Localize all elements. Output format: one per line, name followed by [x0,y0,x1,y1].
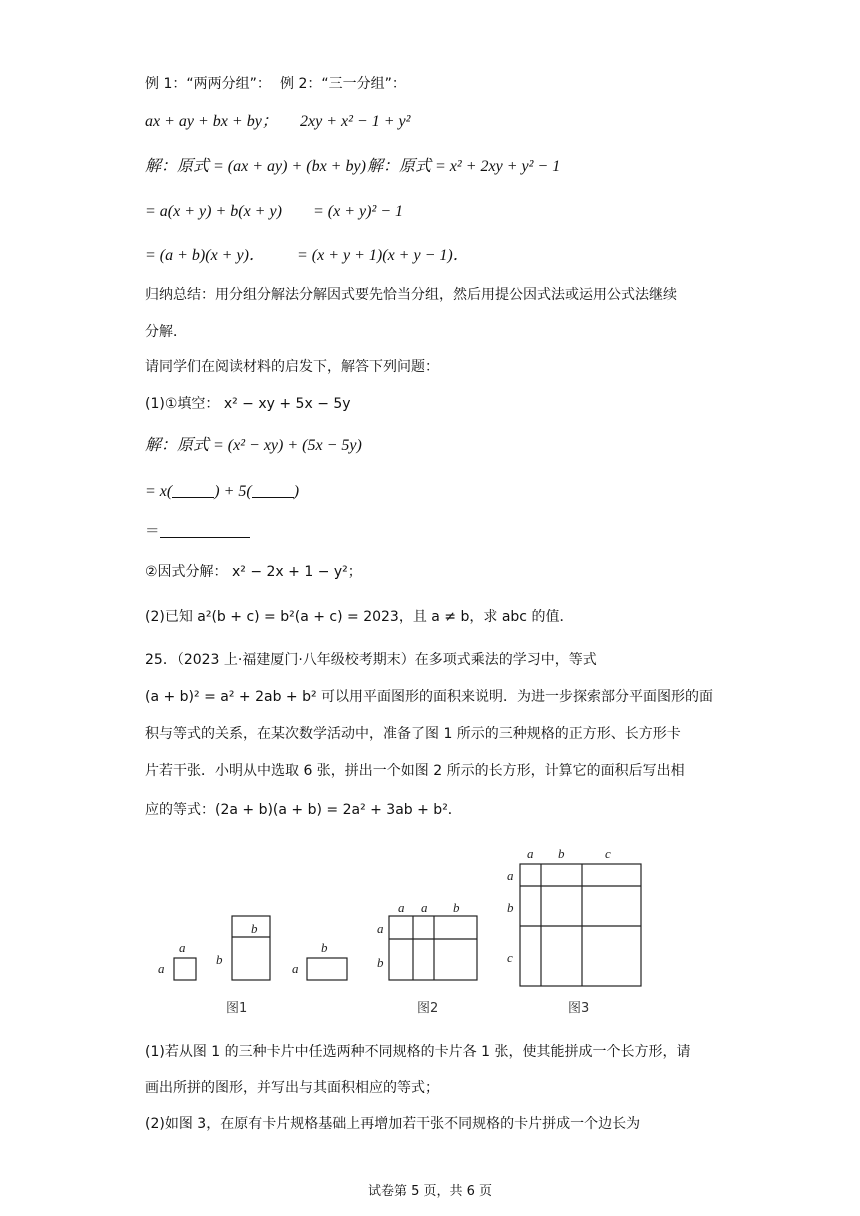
solution-line-3 [145,246,469,266]
example-1-title: 例 1：“两两分组”： [145,76,271,92]
solution-1-left: 解：原式 = (ax + ay) + (bx + by) [145,158,366,175]
sub-question-1-line-2: 画出所拼的图形，并写出与其面积相应的等式； [145,1080,439,1096]
solution-1-right: 解：原式 = x² + 2xy + y² − 1 [367,158,561,175]
fig1-label-a-top: a [179,940,186,955]
card-rect-ab [307,958,347,980]
fig2-caption: 图2 [417,1001,439,1016]
fig3-label-a-top: a [527,846,534,861]
step-2-part-a: = x( [145,483,173,500]
example-expressions [145,112,411,132]
example-header [145,74,406,94]
fig3-label-b-left: b [507,900,514,915]
fig1-label-b-left: b [216,952,223,967]
fig2-label-a2: a [421,900,428,915]
solution-3-left: = (a + b)(x + y)． [145,247,265,264]
page-footer: 试卷第 5 页，共 6 页 [367,1184,493,1199]
step-2-part-b: ) + 5( [214,483,252,500]
question-1-step-3 [145,522,250,542]
question-1-step-1: 解：原式 = (x² − xy) + (5x − 5y) [145,437,362,454]
fig2-label-a1: a [398,900,405,915]
fig1-label-a-left: a [158,961,165,976]
fig3-square [520,864,641,986]
question-1b: ②因式分解： x² − 2x + 1 − y²； [145,564,362,580]
fig1-label-a-rect: a [292,961,299,976]
card-square-a [174,958,196,980]
problem-25-line-1: 25．（2023 上·福建厦门·八年级校考期末）在多项式乘法的学习中，等式 [145,652,597,668]
blank-3[interactable] [160,523,250,538]
solution-2-right: = (x + y)² − 1 [313,203,404,220]
fig2-rectangle [389,916,477,980]
example-2-title: 例 2：“三一分组”： [280,76,406,92]
sub-question-2: (2)如图 3，在原有卡片规格基础上再增加若干张不同规格的卡片拼成一个边长为 [145,1116,641,1132]
example-2-expression: 2xy + x² − 1 + y² [300,113,411,130]
figures [145,840,665,1025]
problem-25-line-5: 应的等式：(2a + b)(a + b) = 2a² + 3ab + b²． [145,802,462,818]
step-2-part-c: ) [293,483,300,500]
question-1-title: (1)①填空： x² − xy + 5x − 5y [145,396,351,412]
blank-1[interactable] [172,483,214,498]
fig3-label-c-left: c [507,950,513,965]
problem-25-line-3: 积与等式的关系，在某次数学活动中，准备了图 1 所示的三种规格的正方形、长方形卡 [145,726,681,742]
fig3-caption: 图3 [568,1001,590,1016]
fig3-label-c-top: c [605,846,611,861]
question-2: (2)已知 a²(b + c) = b²(a + c) = 2023，且 a ≠ b，求 abc 的值． [145,609,574,625]
problem-25-line-2: (a + b)² = a² + 2ab + b² 可以用平面图形的面积来说明．为进一步探索部分平面图形的面 [145,689,714,705]
solution-2-left: = a(x + y) + b(x + y) [145,203,282,220]
step-3-eq: ＝ [145,524,160,540]
fig1-caption: 图1 [226,1001,248,1016]
question-1-step-2 [145,482,299,502]
fig2-label-b: b [453,900,460,915]
blank-2[interactable] [252,483,294,498]
fig3-label-a-left: a [507,868,514,883]
solution-line-1 [145,157,561,177]
problem-25-line-4: 片若干张．小明从中选取 6 张，拼出一个如图 2 所示的长方形，计算它的面积后写出相 [145,763,685,779]
sub-question-1-line-1: (1)若从图 1 的三种卡片中任选两种不同规格的卡片各 1 张，使其能拼成一个长方形，请 [145,1044,691,1060]
solution-3-right: = (x + y + 1)(x + y − 1)． [297,247,469,264]
prompt-text: 请同学们在阅读材料的启发下，解答下列问题： [145,359,439,375]
summary-line-2: 分解． [145,324,187,340]
fig1-label-b-rect: b [321,940,328,955]
fig3-label-b-top: b [558,846,565,861]
fig2-label-a-left: a [377,921,384,936]
fig2-label-b-left: b [377,955,384,970]
solution-line-2 [145,202,404,222]
summary-line-1: 归纳总结：用分组分解法分解因式要先恰当分组，然后用提公因式法或运用公式法继续 [145,287,677,303]
fig1-label-b-top: b [251,921,258,936]
example-1-expression: ax + ay + bx + by； [145,113,278,130]
